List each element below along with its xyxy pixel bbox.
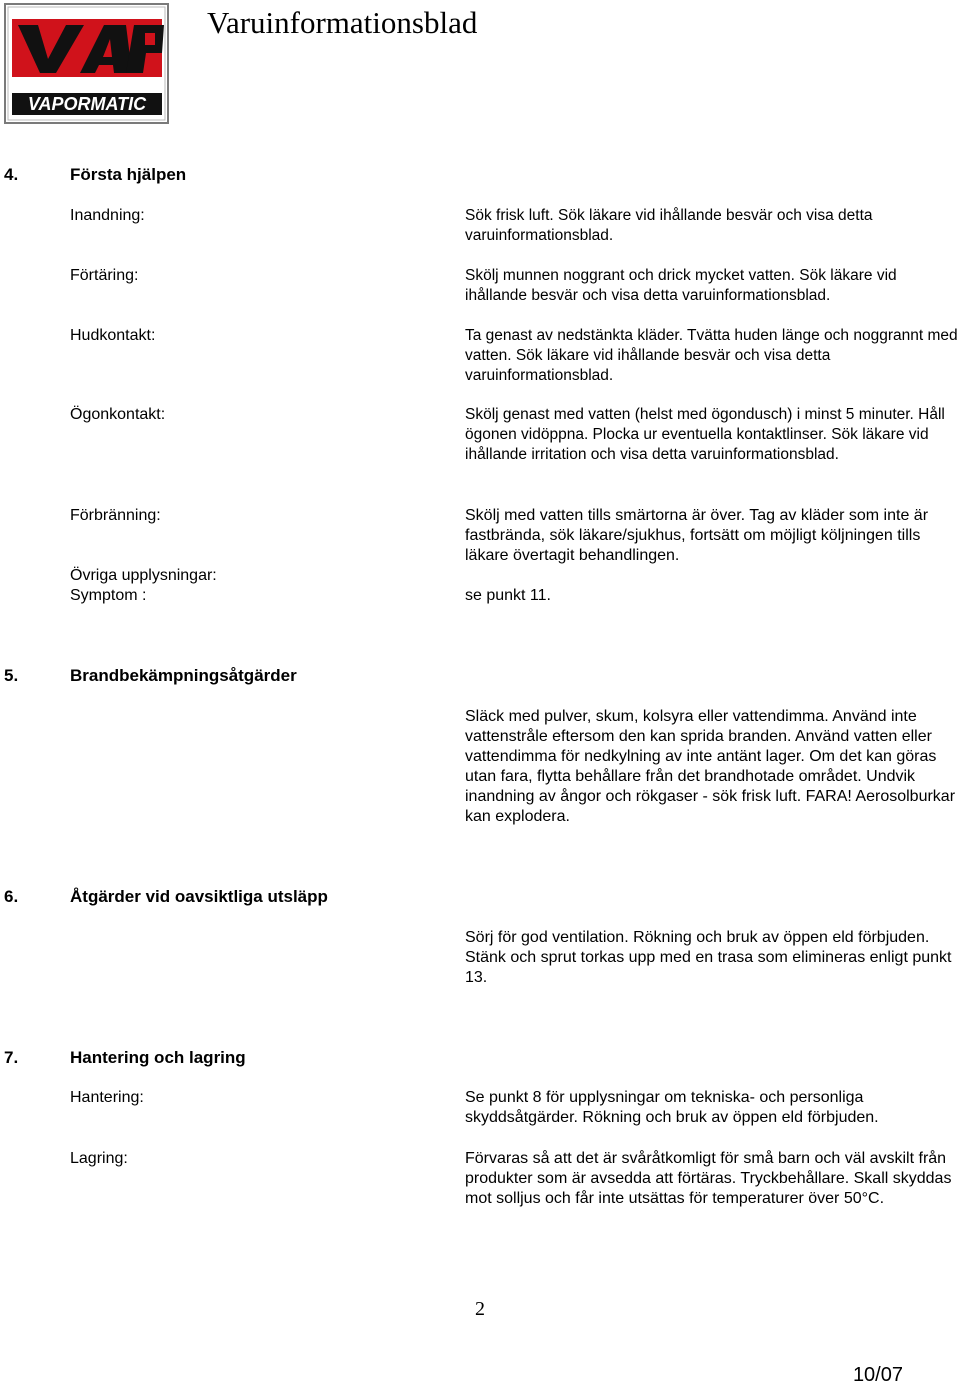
handling-label: Hantering:	[70, 1089, 144, 1106]
accidental-release-text: Sörj för god ventilation. Rökning och bruk av öppen eld förbjuden. Stänk och sprut torkas upp med en trasa som elimineras enligt punkt 13.	[465, 929, 952, 986]
firefighting-text: Släck med pulver, skum, kolsyra eller vattendimma. Använd inte vattenstråle eftersom den kan sprida branden. Använd vatten eller vattendimma för nedkylning av inte antänt lager. Om det kan göras utan fara, flytta behållare från det brandhotade området. Undvik inandning av ångor och rökgaser - sök frisk luft. FARA! Aerosolburkar kan explodera.	[465, 708, 956, 825]
inhalation-text: Sök frisk luft. Sök läkare vid ihållande besvär och visa detta varuinformationsblad.	[465, 207, 873, 244]
symptom-text: se punkt 11.	[465, 587, 551, 604]
eye-contact-text: Skölj genast med vatten (helst med ögondusch) i minst 5 minuter. Håll ögonen vidöppna. Plocka ur eventuella kontaktlinser. Sök läkare vid ihållande irritation och visa detta varuinformationsblad.	[465, 406, 945, 463]
other-info-label: Övriga upplysningar:	[70, 567, 217, 584]
section-5-number: 5.	[4, 666, 19, 685]
document-date: 10/07	[852, 1364, 903, 1386]
section-5-title: Brandbekämpningsåtgärder	[70, 666, 297, 685]
section-6-title: Åtgärder vid oavsiktliga utsläpp	[70, 887, 328, 906]
ingestion-label: Förtäring:	[70, 267, 139, 284]
logo-wordmark: VAPORMATIC	[27, 94, 147, 114]
document-title: Varuinformationsblad	[207, 5, 478, 40]
burns-label: Förbränning:	[70, 507, 161, 524]
section-7-number: 7.	[4, 1048, 19, 1067]
vapormatic-logo-graphic	[4, 3, 169, 124]
page-number: 2	[475, 1298, 485, 1320]
section-4-title: Första hjälpen	[70, 165, 187, 184]
burns-text: Skölj med vatten tills smärtorna är över. Tag av kläder som inte är fastbrända, sök läkare/sjukhus, fortsätt om möjligt köljningen tills läkare övertagit behandlingen.	[465, 507, 929, 564]
storage-label: Lagring:	[70, 1150, 128, 1167]
storage-text: Förvaras så att det är svåråtkomligt för små barn och väl avskilt från produkter som är avsedda att förtäras. Tryckbehållare. Skall skyddas mot solljus och får inte utsättas för temperaturer över 50°C.	[465, 1150, 952, 1207]
ingestion-text: Skölj munnen noggrant och drick mycket vatten. Sök läkare vid ihållande besvär och visa detta varuinformationsblad.	[465, 267, 897, 304]
skin-contact-label: Hudkontakt:	[70, 327, 156, 344]
symptom-label: Symptom :	[70, 587, 147, 604]
eye-contact-label: Ögonkontakt:	[70, 406, 166, 423]
skin-contact-text: Ta genast av nedstänkta kläder. Tvätta huden länge och noggrannt med vatten. Sök läkare vid ihållande besvär och visa detta varuinformationsblad.	[465, 327, 958, 384]
section-6-number: 6.	[4, 887, 19, 906]
section-4-number: 4.	[4, 165, 19, 184]
section-7-title: Hantering och lagring	[70, 1048, 246, 1067]
handling-text: Se punkt 8 för upplysningar om tekniska- och personliga skyddsåtgärder. Rökning och bruk av öppen eld förbjuden.	[465, 1089, 879, 1126]
vapormatic-logo	[4, 3, 169, 124]
inhalation-label: Inandning:	[70, 207, 145, 224]
